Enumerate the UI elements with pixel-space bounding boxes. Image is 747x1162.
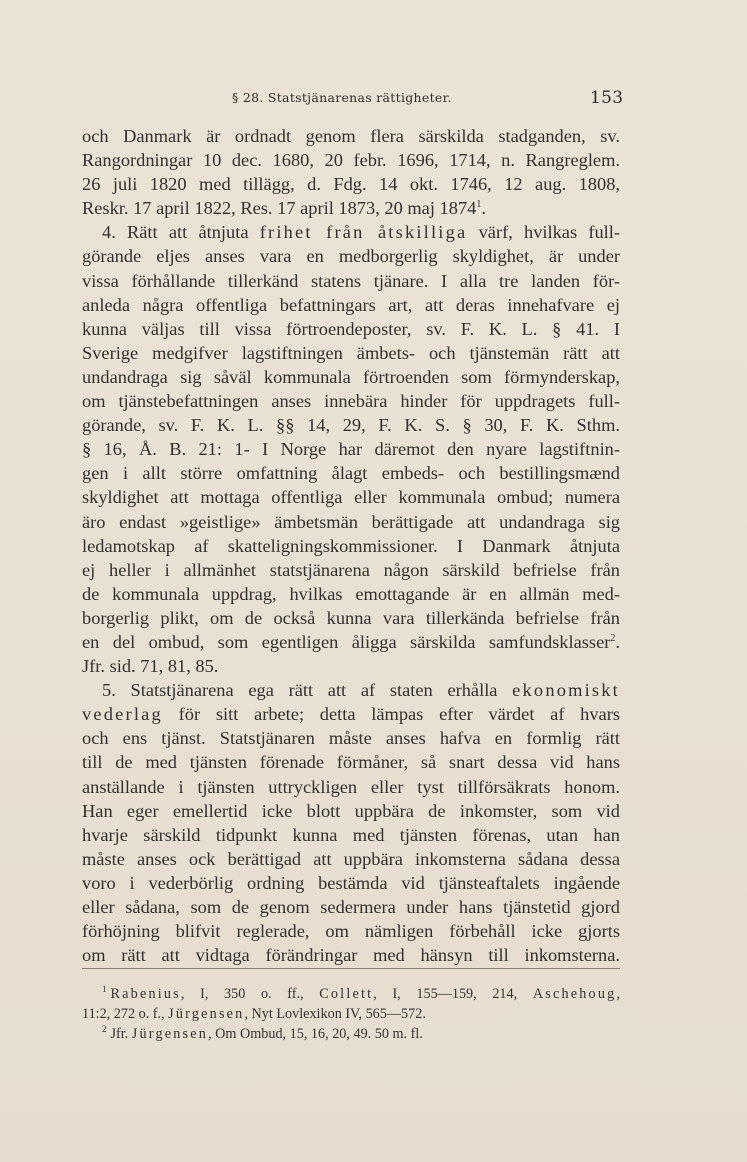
- footnotes: [82, 984, 620, 1044]
- running-header: [0, 88, 747, 118]
- text-line: [82, 124, 620, 148]
- text-line: [82, 702, 620, 726]
- text-run: och ens tjänst. Statstjänaren måste anses hafva en formlig rätt: [82, 728, 620, 749]
- text-run: undandraga sig såväl kommunala förtroenden som förmynderskap,: [82, 366, 620, 387]
- footnote-line: [82, 984, 620, 1004]
- text-line: [82, 148, 620, 172]
- text-line: [82, 365, 620, 389]
- text-line: [82, 220, 620, 244]
- text-line: [82, 630, 620, 654]
- text-run: måste anses ock berättigad att uppbära inkomsterna sådana dessa: [82, 848, 620, 869]
- text-run: och Danmark är ordnadt genom flera särskilda stadganden, sv.: [82, 126, 620, 146]
- text-run: värf, hvilkas full-: [467, 222, 620, 243]
- text-line: [82, 269, 620, 293]
- text-line: [82, 341, 620, 365]
- text-run: borgerlig plikt, om de också kunna vara tillerkända befrielse från: [82, 607, 620, 628]
- text-run: 4. Rätt att åtnjuta: [102, 222, 260, 243]
- running-title: § 28. Statstjänarenas rättigheter.: [232, 90, 452, 105]
- text-run: Jfr.: [110, 1026, 132, 1042]
- text-run: , I, 155—159, 214,: [373, 986, 533, 1002]
- text-line: [82, 534, 620, 558]
- footnote-line: [82, 1004, 620, 1024]
- spaced-emphasis: frihet från åtskilliga: [259, 222, 468, 243]
- text-line: [82, 775, 620, 799]
- text-line: [82, 799, 620, 823]
- spaced-emphasis: Rabenius: [110, 986, 181, 1002]
- spaced-emphasis: Jürgensen: [131, 1026, 209, 1042]
- text-run: ej heller i allmänhet statstjänarena någon särskild befrielse från: [82, 559, 620, 580]
- text-line: [82, 244, 620, 268]
- text-run: Sverige medgifver lagstiftningen ämbets- och tjänstemän rätt att: [82, 342, 620, 363]
- text-run: till de med tjänsten förenade förmåner, så snart dessa vid hans: [82, 752, 620, 773]
- text-run: 26 juli 1820 med tillägg, d. Fdg. 14 okt. 1746, 12 aug. 1808,: [82, 174, 620, 195]
- text-run: om rätt att vidtaga förändringar med hänsyn till inkomsterna.: [82, 945, 620, 966]
- text-line: [82, 558, 620, 582]
- text-line: [82, 485, 620, 509]
- spaced-emphasis: Aschehoug: [532, 986, 617, 1002]
- text-line: [82, 293, 620, 317]
- text-run: förhöjning blifvit reglerade, om nämligen förbehåll icke gjorts: [82, 921, 620, 942]
- text-run: för sitt arbete; detta lämpas efter värdet af hvars: [162, 704, 620, 725]
- text-line: [82, 847, 620, 871]
- spaced-emphasis: Jürgensen: [168, 1006, 245, 1022]
- text-run: äro endast »geistlige» ämbetsmän berättigade att undandraga sig: [82, 511, 620, 532]
- text-run: ,: [616, 986, 620, 1002]
- text-line: [82, 196, 620, 220]
- text-run: , Om Ombud, 15, 16, 20, 49. 50 m. fl.: [208, 1026, 423, 1042]
- body-text: [82, 124, 620, 967]
- text-line: [82, 582, 620, 606]
- text-line: [82, 317, 620, 341]
- text-run: kunna väljas till vissa förtroendeposter, sv. F. K. L. § 41. I: [82, 318, 620, 339]
- text-run: Reskr. 17 april 1822, Res. 17 april 1873, 20 maj 1874: [82, 198, 477, 219]
- text-line: [82, 389, 620, 413]
- text-run: 5. Statstjänarena ega rätt att af staten erhålla: [102, 680, 513, 701]
- text-line: [82, 750, 620, 774]
- text-run: vissa förhållande tillerkänd statens tjänare. I alla tre landen för-: [82, 270, 620, 291]
- text-run: hvarje särskild tidpunkt kunna med tjänsten förenas, utan han: [82, 824, 620, 845]
- text-line: [82, 871, 620, 895]
- text-run: § 16, Å. B. 21: 1- I Norge har däremot den nyare lagstiftnin-: [82, 439, 620, 460]
- page-number: 153: [590, 88, 624, 108]
- text-run: gen i allt större omfattning ålagt embeds- och bestillingsmænd: [82, 463, 620, 484]
- text-line: [82, 895, 620, 919]
- text-run: .: [481, 198, 486, 219]
- spaced-emphasis: vederlag: [82, 704, 163, 725]
- text-line: [82, 654, 620, 678]
- text-run: 11:2, 272 o. f.,: [82, 1006, 169, 1022]
- text-line: [82, 437, 620, 461]
- text-run: Rangordningar 10 dec. 1680, 20 febr. 1696, 1714, n. Rangreglem.: [82, 150, 620, 171]
- text-run: skyldighet att mottaga offentliga eller kommunala ombud; numera: [82, 487, 620, 508]
- text-run: ledamotskap af skatteligningskommissioner. I Danmark åtnjuta: [82, 535, 620, 556]
- footnote-marker: 1: [102, 984, 107, 995]
- footnote-line: [82, 1024, 620, 1044]
- text-line: [82, 678, 620, 702]
- text-line: [82, 413, 620, 437]
- text-run: görande eljes anses vara en medborgerlig skyldighet, är under: [82, 246, 620, 267]
- text-run: eller sådana, som de genom sedermera under hans tjänstetid gjord: [82, 897, 620, 917]
- text-run: .: [615, 631, 620, 652]
- text-run: de kommunala uppdrag, hvilkas emottagande är en allmän med-: [82, 583, 620, 604]
- text-run: voro i vederbörlig ordning bestämda vid tjänsteaftalets ingående: [82, 872, 620, 893]
- text-run: , Nyt Lovlexikon IV, 565—572.: [244, 1006, 426, 1022]
- text-run: görande, sv. F. K. L. §§ 14, 29, F. K. S. § 30, F. K. Sthm.: [82, 415, 620, 436]
- text-run: , I, 350 o. ff.,: [180, 986, 320, 1002]
- spaced-emphasis: ekonomiskt: [512, 680, 620, 701]
- footnote-reference: 1: [476, 199, 482, 211]
- text-run: om tjänstebefattningen anses innebära hinder för uppdragets full-: [82, 391, 620, 412]
- text-run: en del ombud, som egentligen åligga särskilda samfundsklasser: [82, 631, 611, 652]
- text-run: anställande i tjänsten uttryckligen eller tyst tillförsäkrats honom.: [82, 776, 620, 797]
- text-line: [82, 510, 620, 534]
- text-run: Jfr. sid. 71, 81, 85.: [82, 656, 219, 677]
- text-line: [82, 461, 620, 485]
- spaced-emphasis: Collett: [319, 986, 374, 1002]
- footnote-marker: 2: [102, 1024, 107, 1035]
- text-line: [82, 919, 620, 943]
- text-line: [82, 172, 620, 196]
- text-run: Han eger emellertid icke blott uppbära de inkomster, som vid: [82, 800, 620, 821]
- text-line: [82, 606, 620, 630]
- footnote-separator: [82, 968, 620, 969]
- footnote-reference: 2: [610, 632, 616, 644]
- text-line: [82, 726, 620, 750]
- text-run: anleda några offentliga befattningars art, att deras innehafvare ej: [82, 294, 620, 315]
- text-line: [82, 823, 620, 847]
- text-line: [82, 943, 620, 967]
